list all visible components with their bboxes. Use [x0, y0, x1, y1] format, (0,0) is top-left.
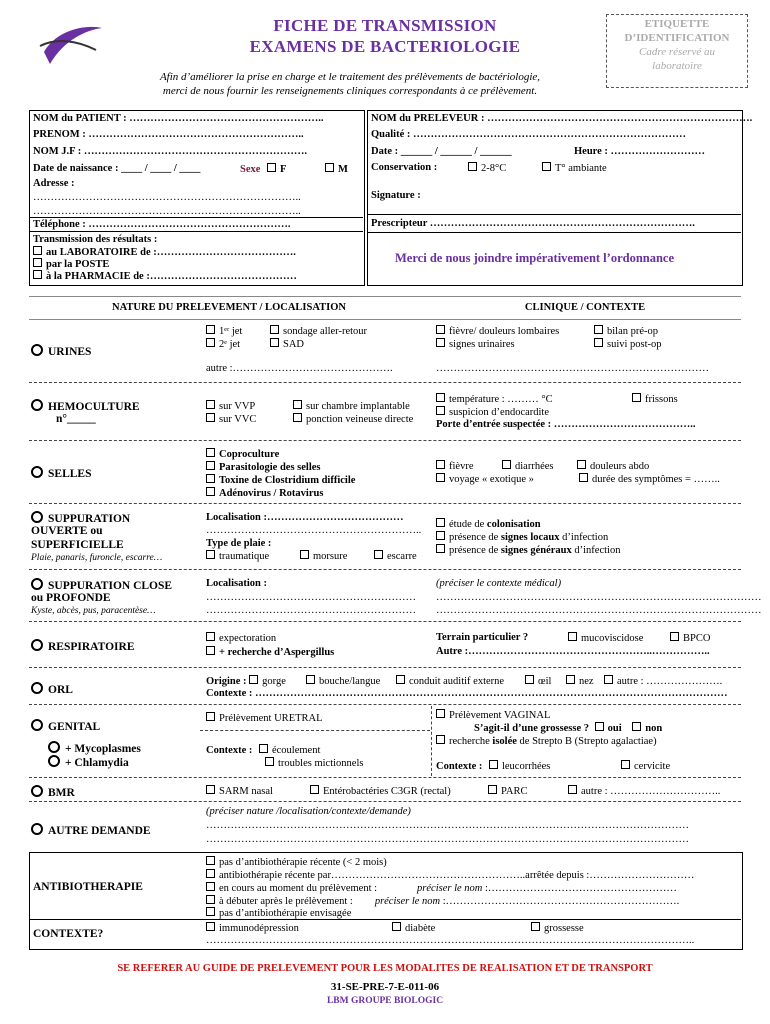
- orl-radio[interactable]: [31, 682, 43, 694]
- supp-ouverte-title3: SUPERFICIELLE: [31, 539, 124, 551]
- leucorrhees-label: leucorrhées: [501, 761, 551, 772]
- hemoculture-radio[interactable]: [31, 399, 43, 411]
- trans-pharma-checkbox[interactable]: [33, 270, 42, 279]
- muco-label: mucoviscidose: [581, 633, 644, 644]
- col-nature-header: NATURE DU PRELEVEMENT / LOCALISATION: [112, 302, 346, 313]
- selles-fievre-label: fièvre: [449, 461, 474, 472]
- bmr-title: BMR: [48, 787, 75, 799]
- preleveur-date[interactable]: Date : ______ / ______ / ______: [371, 146, 512, 157]
- diarrhees-checkbox[interactable]: [502, 460, 511, 469]
- supp-close-ctx-dots2[interactable]: …………………………………………………………………………………: [436, 605, 762, 616]
- grossesse-non-checkbox[interactable]: [632, 722, 641, 731]
- chlam-radio[interactable]: [48, 755, 60, 767]
- signes-locaux-checkbox[interactable]: [436, 531, 445, 540]
- gorge-checkbox[interactable]: [249, 675, 258, 684]
- temperature-label: température : ……… °C: [449, 394, 553, 405]
- colonisation-label: colonisation: [486, 519, 541, 530]
- oeil-checkbox[interactable]: [525, 675, 534, 684]
- copro-label: Coproculture: [219, 449, 280, 460]
- patient-adresse-line2[interactable]: …………………………………………………………………..: [33, 206, 301, 217]
- duree-label: durée des symptômes = ……..: [592, 474, 720, 485]
- genital-radio[interactable]: [31, 719, 43, 731]
- supp-ouverte-loc[interactable]: Localisation :…………………………………: [206, 512, 404, 523]
- immuno-checkbox[interactable]: [206, 922, 215, 931]
- morsure-label: morsure: [313, 551, 348, 562]
- vvp-checkbox[interactable]: [206, 400, 215, 409]
- cervicite-label: cervicite: [634, 761, 671, 772]
- supp-close-title2: ou PROFONDE: [31, 592, 111, 604]
- supp-close-title1: SUPPURATION CLOSE: [48, 580, 173, 592]
- cervicite-checkbox[interactable]: [621, 760, 630, 769]
- footer-company: LBM GROUPE BIOLOGIC: [326, 996, 444, 1006]
- preleveur-heure[interactable]: Heure : ………………………: [574, 146, 706, 157]
- troubles-checkbox[interactable]: [265, 757, 274, 766]
- sondage-label: sondage aller-retour: [283, 326, 368, 337]
- sexe-m-label: M: [338, 164, 348, 175]
- troubles-label: troubles mictionnels: [278, 758, 364, 769]
- autre-demande-preciser: (préciser nature /localisation/contexte/demande): [206, 806, 411, 817]
- jet1-checkbox[interactable]: [206, 325, 215, 334]
- antibio-l3-checkbox[interactable]: [206, 882, 215, 891]
- cons-28-label: 2-8°C: [481, 163, 507, 174]
- entero-label: Entérobactéries C3GR (rectal): [323, 786, 451, 797]
- hemoculture-title: HEMOCULTURE: [48, 401, 140, 413]
- prescripteur-field[interactable]: Prescripteur ………………………………………………………………….: [371, 218, 695, 229]
- preleveur-qualite[interactable]: Qualité : ……………………………………………………………………: [371, 129, 686, 140]
- preleveur-nom[interactable]: NOM du PRELEVEUR : ………………………………………………………………….: [371, 113, 753, 124]
- patient-nom[interactable]: NOM du PATIENT : ………………………………………………..: [33, 113, 324, 124]
- cons-amb-label: T° ambiante: [555, 163, 607, 174]
- form-title-line1: FICHE DE TRANSMISSION: [273, 16, 497, 35]
- toxine-label: Toxine de Clostridium difficile: [219, 475, 356, 486]
- supp-close-loc: Localisation :: [206, 578, 267, 589]
- parasito-label: Parasitologie des selles: [219, 462, 321, 473]
- bmr-radio[interactable]: [31, 785, 43, 797]
- footer-warning: SE REFERER AU GUIDE DE PRELEVEMENT POUR LES MODALITES DE REALISATION ET DE TRANSPORT: [117, 963, 653, 974]
- parc-label: PARC: [501, 786, 528, 797]
- sarm-checkbox[interactable]: [206, 785, 215, 794]
- trans-labo-label: au LABORATOIRE de :………………………………….: [46, 247, 296, 258]
- antibio-l5-checkbox[interactable]: [206, 907, 215, 916]
- nez-label: nez: [579, 676, 594, 687]
- antibio-l5-label: pas d’antibiothérapie envisagée: [219, 908, 352, 919]
- suivi-checkbox[interactable]: [594, 338, 603, 347]
- hemoculture-num[interactable]: n°_____: [56, 413, 96, 425]
- bouche-label: bouche/langue: [319, 676, 381, 687]
- sad-checkbox[interactable]: [270, 338, 279, 347]
- muco-checkbox[interactable]: [568, 632, 577, 641]
- ordonnance-notice: Merci de nous joindre impérativement l’ordonnance: [395, 251, 675, 265]
- copro-checkbox[interactable]: [206, 448, 215, 457]
- chambre-label: sur chambre implantable: [306, 401, 410, 412]
- conduit-label: conduit auditif externe: [409, 676, 505, 687]
- immuno-label: immunodépression: [219, 923, 299, 934]
- antibio-l2-label[interactable]: antibiothérapie récente par………………………………………………..arrêtée depuis :…………………………: [219, 870, 695, 881]
- toxine-checkbox[interactable]: [206, 474, 215, 483]
- antibio-title: ANTIBIOTHERAPIE: [33, 881, 143, 893]
- form-title-line2: EXAMENS DE BACTERIOLOGIE: [249, 37, 521, 56]
- conduit-checkbox[interactable]: [396, 675, 405, 684]
- intro-line2: merci de nous fournir les renseignements cliniques correspondants à ce prélèvement.: [162, 85, 538, 97]
- cons-28-checkbox[interactable]: [468, 162, 477, 171]
- footer-code: 31-SE-PRE-7-E-011-06: [330, 981, 440, 993]
- etiquette-note1: Cadre réservé au: [639, 46, 715, 58]
- vvp-label: sur VVP: [219, 401, 256, 412]
- transmission-label: Transmission des résultats :: [33, 234, 158, 245]
- antibio-l1-label: pas d’antibiothérapie récente (< 2 mois): [219, 857, 387, 868]
- supp-close-loc-dots1[interactable]: ……………………………………………………: [206, 592, 416, 603]
- orl-autre-label[interactable]: autre : ………………….: [617, 676, 723, 687]
- leucorrhees-checkbox[interactable]: [489, 760, 498, 769]
- etiquette-title2: D’IDENTIFICATION: [624, 32, 730, 44]
- parc-checkbox[interactable]: [488, 785, 497, 794]
- urines-autre[interactable]: autre :……………………………………….: [206, 363, 393, 374]
- selles-radio[interactable]: [31, 466, 43, 478]
- supp-ouverte-radio[interactable]: [31, 511, 43, 523]
- voyage-label: voyage « exotique »: [449, 474, 534, 485]
- cons-amb-checkbox[interactable]: [542, 162, 551, 171]
- duree-checkbox[interactable]: [579, 473, 588, 482]
- antibio-l4-label: à débuter après le prélèvement :: [219, 896, 353, 907]
- sarm-label: SARM nasal: [219, 786, 273, 797]
- conservation-label: Conservation :: [371, 162, 438, 173]
- signes-locaux-post: d’infection: [559, 532, 609, 543]
- sexe-m-checkbox[interactable]: [325, 163, 334, 172]
- jet2-label: 2ᵉ jet: [219, 339, 241, 350]
- patient-nomjf[interactable]: NOM J.F : ……………………………………………………….: [33, 146, 308, 157]
- patient-adresse-line1[interactable]: …………………………………………………………………..: [33, 192, 301, 203]
- uretral-label: Prélèvement URETRAL: [219, 713, 323, 724]
- respiratoire-radio[interactable]: [31, 639, 43, 651]
- jet1-label: 1ᵉʳ jet: [219, 326, 243, 337]
- genital-title: GENITAL: [48, 721, 101, 733]
- supp-close-radio[interactable]: [31, 578, 43, 590]
- bilan-checkbox[interactable]: [594, 325, 603, 334]
- supp-close-sub: Kyste, abcès, pus, paracentèse…: [31, 606, 156, 616]
- contexte-dots[interactable]: …………………………………………………………………………………………………………………………..: [206, 935, 695, 946]
- antibio-l3-preciser: préciser le nom: [417, 883, 483, 894]
- signes-locaux-label: signes locaux: [500, 532, 560, 543]
- signature-label[interactable]: Signature :: [371, 190, 421, 201]
- genital-contexte2-label: Contexte :: [436, 761, 483, 772]
- traumatique-checkbox[interactable]: [206, 550, 215, 559]
- myco-radio[interactable]: [48, 741, 60, 753]
- vvc-label: sur VVC: [219, 414, 257, 425]
- bouche-checkbox[interactable]: [306, 675, 315, 684]
- strepto-post: de Strepto B (Strepto agalactiae): [516, 736, 657, 747]
- sexe-group: [240, 163, 286, 175]
- ponction-checkbox[interactable]: [293, 413, 302, 422]
- urines-signes-label: signes urinaires: [449, 339, 515, 350]
- vaginal-label: Prélèvement VAGINAL: [449, 710, 551, 721]
- chambre-checkbox[interactable]: [293, 400, 302, 409]
- selles-fievre-checkbox[interactable]: [436, 460, 445, 469]
- adeno-label: Adénovirus / Rotavirus: [219, 488, 324, 499]
- antibio-l4-checkbox[interactable]: [206, 895, 215, 904]
- escarre-checkbox[interactable]: [374, 550, 383, 559]
- respiratoire-title: RESPIRATOIRE: [48, 641, 135, 653]
- autre-demande-dots1[interactable]: …………………………………………………………………………………………………………………………: [206, 820, 689, 831]
- diabete-checkbox[interactable]: [392, 922, 401, 931]
- grossesse-oui-label: oui: [607, 723, 622, 734]
- adeno-checkbox[interactable]: [206, 487, 215, 496]
- contexte-title: CONTEXTE?: [33, 928, 104, 940]
- antibio-l3-label: en cours au moment du prélèvement :: [219, 883, 378, 894]
- autre-demande-title: AUTRE DEMANDE: [48, 825, 151, 837]
- orl-autre-checkbox[interactable]: [604, 675, 613, 684]
- sexe-f-label: F: [280, 164, 287, 175]
- antibio-l2-checkbox[interactable]: [206, 869, 215, 878]
- ponction-label: ponction veineuse directe: [306, 414, 414, 425]
- etiquette-title1: ETIQUETTE: [644, 18, 710, 30]
- bpco-label: BPCO: [683, 633, 711, 644]
- supp-ouverte-title1: SUPPURATION: [48, 513, 131, 525]
- strepto-pre: recherche: [449, 736, 493, 747]
- respiratoire-autre[interactable]: Autre :……………………………………………..……………..: [436, 646, 710, 657]
- antibio-l1-checkbox[interactable]: [206, 856, 215, 865]
- trans-labo-checkbox[interactable]: [33, 246, 42, 255]
- selles-title: SELLES: [48, 468, 92, 480]
- morsure-checkbox[interactable]: [300, 550, 309, 559]
- patient-prenom[interactable]: PRENOM : ……………………………………………………..: [33, 129, 304, 140]
- patient-ddn[interactable]: Date de naissance : ____ / ____ / ____: [33, 163, 201, 174]
- strepto-isolee: isolée: [492, 736, 517, 747]
- contexte-grossesse-checkbox[interactable]: [531, 922, 540, 931]
- douleurs-checkbox[interactable]: [577, 460, 586, 469]
- supp-close-preciser: (préciser le contexte médical): [436, 578, 562, 589]
- patient-adresse-label: Adresse :: [33, 178, 75, 189]
- traumatique-label: traumatique: [219, 551, 270, 562]
- entero-checkbox[interactable]: [310, 785, 319, 794]
- urines-clinique-dots[interactable]: ……………………………………………………………………: [436, 363, 709, 374]
- expectoration-checkbox[interactable]: [206, 632, 215, 641]
- temperature-checkbox[interactable]: [436, 393, 445, 402]
- vaginal-checkbox[interactable]: [436, 709, 445, 718]
- endocardite-checkbox[interactable]: [436, 406, 445, 415]
- aspergillus-checkbox[interactable]: [206, 646, 215, 655]
- signes-generaux-checkbox[interactable]: [436, 544, 445, 553]
- signes-locaux-pre: présence de: [449, 532, 501, 543]
- frissons-checkbox[interactable]: [632, 393, 641, 402]
- sondage-checkbox[interactable]: [270, 325, 279, 334]
- strepto-checkbox[interactable]: [436, 735, 445, 744]
- myco-label: + Mycoplasmes: [65, 743, 141, 755]
- signes-generaux-post: d’infection: [571, 545, 621, 556]
- sad-label: SAD: [283, 339, 305, 350]
- vvc-checkbox[interactable]: [206, 413, 215, 422]
- patient-telephone[interactable]: Téléphone : ………………………………………………….: [33, 219, 291, 230]
- terrain-label: Terrain particulier ?: [436, 632, 529, 643]
- supp-ouverte-title2: OUVERTE ou: [31, 525, 103, 537]
- escarre-label: escarre: [387, 551, 417, 562]
- frissons-label: frissons: [645, 394, 678, 405]
- gorge-label: gorge: [262, 676, 286, 687]
- supp-close-ctx-dots1[interactable]: …………………………………………………………………………………: [436, 592, 762, 603]
- urines-title: URINES: [48, 346, 92, 358]
- trans-poste-checkbox[interactable]: [33, 258, 42, 267]
- grossesse-oui-checkbox[interactable]: [595, 722, 604, 731]
- bmr-autre-label[interactable]: autre : …………………………..: [581, 786, 721, 797]
- aspergillus-label: + recherche d’Aspergillus: [219, 647, 335, 658]
- douleurs-label: douleurs abdo: [590, 461, 650, 472]
- origine-label: Origine :: [206, 676, 250, 687]
- bmr-autre-checkbox[interactable]: [568, 785, 577, 794]
- supp-ouverte-sub: Plaie, panaris, furoncle, escarre…: [31, 553, 163, 563]
- bpco-checkbox[interactable]: [670, 632, 679, 641]
- type-plaie-label: Type de plaie :: [206, 538, 272, 549]
- autre-demande-dots2[interactable]: …………………………………………………………………………………………………………………………: [206, 834, 689, 845]
- supp-close-loc-dots2[interactable]: ……………………………………………………: [206, 605, 416, 616]
- diarrhees-label: diarrhées: [515, 461, 554, 472]
- urines-fievre-checkbox[interactable]: [436, 325, 445, 334]
- grossesse-non-label: non: [645, 723, 663, 734]
- porte-entree[interactable]: Porte d’entrée suspectée : …………………………………..: [436, 419, 696, 430]
- col-clinique-header: CLINIQUE / CONTEXTE: [524, 302, 646, 313]
- oeil-label: œil: [538, 676, 552, 687]
- grossesse-question: S’agit-il d’une grossesse ?: [474, 723, 590, 734]
- colonisation-pre: étude de: [449, 519, 487, 530]
- parasito-checkbox[interactable]: [206, 461, 215, 470]
- endocardite-label: suspicion d’endocardite: [449, 407, 550, 418]
- trans-poste-label: par la POSTE: [46, 259, 110, 270]
- jet2-checkbox[interactable]: [206, 338, 215, 347]
- uretral-checkbox[interactable]: [206, 712, 215, 721]
- contexte-grossesse-label: grossesse: [544, 923, 584, 934]
- orl-title: ORL: [48, 684, 73, 696]
- intro-line1: Afin d’améliorer la prise en charge et le traitement des prélèvements de bactériologie,: [159, 71, 541, 83]
- chlam-label: + Chlamydia: [65, 757, 129, 769]
- ecoulement-checkbox[interactable]: [259, 744, 268, 753]
- sexe-label: Sexe: [240, 164, 261, 175]
- etiquette-box: [606, 14, 748, 88]
- supp-ouverte-loc-dots[interactable]: ……………………………………………………..: [206, 525, 422, 536]
- antibio-l4-preciser: préciser le nom: [374, 896, 441, 907]
- genital-contexte-label: Contexte :: [206, 745, 253, 756]
- sexe-f-checkbox[interactable]: [267, 163, 276, 172]
- urines-radio[interactable]: [31, 344, 43, 356]
- ecoulement-label: écoulement: [271, 745, 321, 756]
- diabete-label: diabète: [405, 923, 436, 934]
- antibio-l3-dots[interactable]: :………………………………………………: [482, 883, 677, 894]
- bilan-label: bilan pré-op: [607, 326, 659, 337]
- etiquette-note2: laboratoire: [652, 60, 702, 72]
- trans-pharma-label: à la PHARMACIE de :……………………………………: [46, 271, 297, 282]
- nez-checkbox[interactable]: [566, 675, 575, 684]
- urines-fievre-label: fièvre/ douleurs lombaires: [449, 326, 560, 337]
- colonisation-checkbox[interactable]: [436, 518, 445, 527]
- signes-generaux-label: signes généraux: [500, 545, 572, 556]
- voyage-checkbox[interactable]: [436, 473, 445, 482]
- signes-generaux-pre: présence de: [449, 545, 501, 556]
- autre-demande-radio[interactable]: [31, 823, 43, 835]
- orl-contexte[interactable]: Contexte : ………………………………………………………………………………………………………………………: [206, 688, 728, 699]
- urines-signes-checkbox[interactable]: [436, 338, 445, 347]
- antibio-l4-dots[interactable]: :………………………………………………………….: [440, 896, 680, 907]
- suivi-label: suivi post-op: [607, 339, 662, 350]
- expectoration-label: expectoration: [219, 633, 277, 644]
